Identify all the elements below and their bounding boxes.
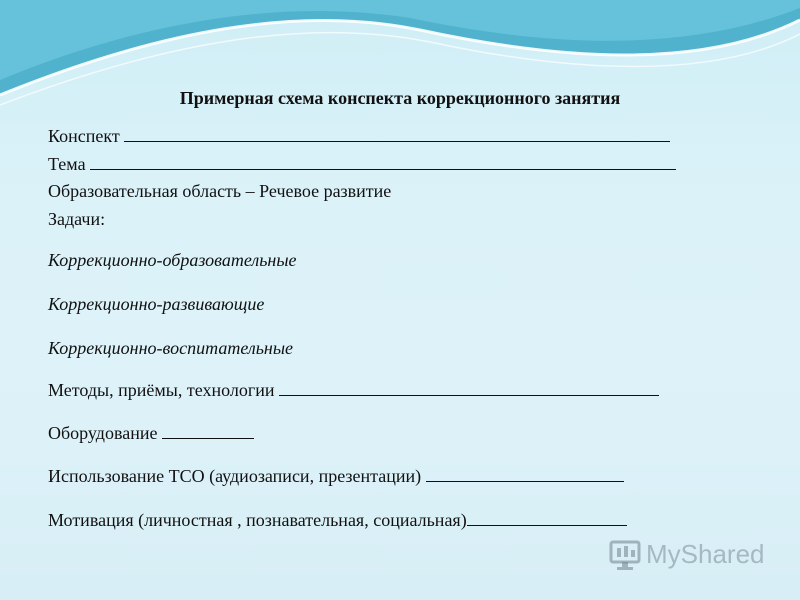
motivation-blank bbox=[467, 509, 627, 526]
education-area-line: Образовательная область – Речевое развитие bbox=[48, 181, 392, 201]
konspekt-blank bbox=[124, 125, 670, 142]
equipment-blank bbox=[162, 422, 254, 439]
tema-blank bbox=[90, 153, 676, 170]
monitor-icon bbox=[608, 537, 644, 573]
tso-blank bbox=[426, 465, 624, 482]
task-correction-developmental: Коррекционно-развивающие bbox=[48, 294, 265, 314]
methods-label: Методы, приёмы, технологии bbox=[48, 380, 275, 400]
tso-line bbox=[48, 465, 624, 487]
watermark-text: MyShared bbox=[646, 539, 765, 569]
konspekt-line bbox=[48, 125, 670, 147]
myshared-watermark bbox=[606, 535, 766, 575]
tema-label: Тема bbox=[48, 154, 86, 174]
tema-line bbox=[48, 153, 676, 175]
task-correction-upbringing: Коррекционно-воспитательные bbox=[48, 338, 294, 358]
tasks-heading: Задачи: bbox=[48, 209, 106, 229]
slide-title: Примерная схема конспекта коррекционного занятия bbox=[179, 88, 621, 108]
equipment-label: Оборудование bbox=[48, 423, 158, 443]
equipment-line bbox=[48, 422, 254, 444]
task-correction-educational: Коррекционно-образовательные bbox=[48, 250, 297, 270]
motivation-line bbox=[48, 509, 627, 531]
tso-label: Использование ТСО (аудиозаписи, презентации) bbox=[48, 466, 422, 486]
methods-line bbox=[48, 379, 659, 401]
motivation-label: Мотивация (личностная , познавательная, социальная) bbox=[48, 510, 467, 530]
methods-blank bbox=[279, 379, 659, 396]
konspekt-label: Конспект bbox=[48, 126, 120, 146]
